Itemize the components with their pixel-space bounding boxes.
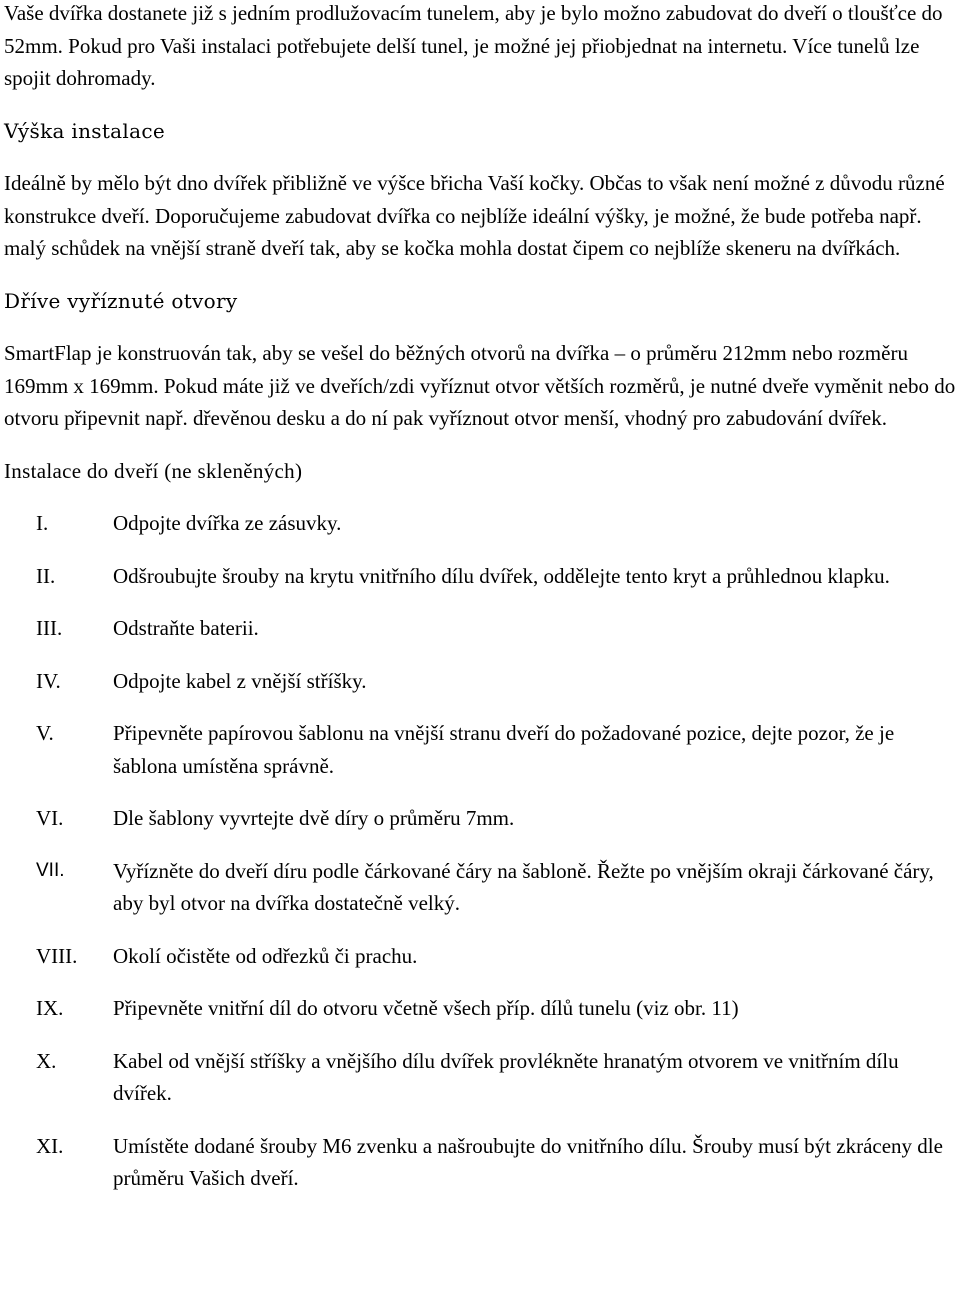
list-item [4, 717, 956, 782]
step-text: Odšroubujte šrouby na krytu vnitřního dílu dvířek, oddělejte tento kryt a průhlednou klapku. [113, 563, 890, 588]
step-number: V. [36, 721, 54, 745]
step-number: VIII. [36, 943, 78, 968]
step-number: II. [36, 563, 56, 588]
list-item [4, 665, 956, 698]
spacer [4, 147, 956, 167]
list-item [4, 1045, 956, 1110]
list-item [4, 992, 956, 1025]
step-text: Odpojte dvířka ze zásuvky. [113, 511, 342, 535]
list-item [4, 855, 956, 920]
step-number: IX. [36, 996, 64, 1020]
step-number: I. [36, 511, 49, 535]
spacer [4, 265, 956, 285]
step-text: Vyřízněte do dveří díru podle čárkované čáry na šabloně. Řežte po vnějším okraji čárkované čáry, aby byl otvor na dvířka dostatečně velký. [113, 858, 934, 915]
intro-paragraph: Vaše dvířka dostanete již s jedním prodlužovacím tunelem, aby je bylo možno zabudovat do dveří o tloušťce do 52mm. Pokud pro Vaši instalaci potřebujete delší tunel, je možné jej přiobjednat na internetu. Více tunelů lze spojit dohromady. [4, 1, 943, 90]
holes-paragraph: SmartFlap je konstruován tak, aby se vešel do běžných otvorů na dvířka – o průměru 212mm nebo rozměru 169mm x 169mm. Pokud máte již ve dveřích/zdi vyříznut otvor větších rozměrů, je nutné dveře vyměnit nebo do otvoru připevnit např. dřevěnou desku a do ní pak vyříznout otvor menší, vhodný pro zabudování dvířek. [4, 341, 956, 430]
step-text: Odstraňte baterii. [113, 616, 259, 640]
list-item [4, 507, 956, 540]
step-number: XI. [36, 1133, 64, 1158]
list-item [4, 802, 956, 835]
step-number: VII. [36, 859, 65, 881]
step-text: Umístěte dodané šrouby M6 zvenku a našroubujte do vnitřního dílu. Šrouby musí být zkráceny dle průměru Vašich dveří. [113, 1133, 943, 1190]
step-text: Dle šablony vyvrtejte dvě díry o průměru 7mm. [113, 806, 515, 830]
section-heading-holes: Dříve vyříznuté otvory [4, 288, 238, 313]
step-text: Připevněte vnitřní díl do otvoru včetně všech příp. dílů tunelu (viz obr. 11) [113, 996, 739, 1020]
list-item [4, 560, 956, 593]
step-number: IV. [36, 668, 61, 693]
step-text: Okolí očistěte od odřezků či prachu. [113, 943, 418, 968]
step-text: Odpojte kabel z vnější stříšky. [113, 668, 367, 693]
spacer [4, 435, 956, 455]
step-number: X. [36, 1048, 57, 1073]
section-heading-height: Výška instalace [4, 118, 165, 143]
list-item [4, 612, 956, 645]
spacer [4, 95, 956, 115]
step-text: Kabel od vnější stříšky a vnějšího dílu dvířek provlékněte hranatým otvorem ve vnitřním dílu dvířek. [113, 1048, 899, 1105]
step-number: III. [36, 616, 63, 640]
step-text: Připevněte papírovou šablonu na vnější stranu dveří do požadované pozice, dejte pozor, že je šablona umístěna správně. [113, 721, 895, 778]
height-paragraph: Ideálně by mělo být dno dvířek přibližně ve výšce břicha Vaší kočky. Občas to však není možné z důvodu různé konstrukce dveří. Doporučujeme zabudovat dvířka co nejblíže ideální výšky, je možné, že bude potřeba např. malý schůdek na vnější straně dveří tak, aby se kočka mohla dostat čipem co nejblíže skeneru na dvířkách. [4, 171, 945, 260]
list-item [4, 940, 956, 973]
install-steps-list [4, 507, 956, 1195]
spacer [4, 487, 956, 507]
section-heading-install: Instalace do dveří (ne skleněných) [4, 458, 303, 483]
document-page [4, 0, 956, 1215]
step-number: VI. [36, 806, 64, 830]
list-item [4, 1130, 956, 1195]
spacer [4, 317, 956, 337]
